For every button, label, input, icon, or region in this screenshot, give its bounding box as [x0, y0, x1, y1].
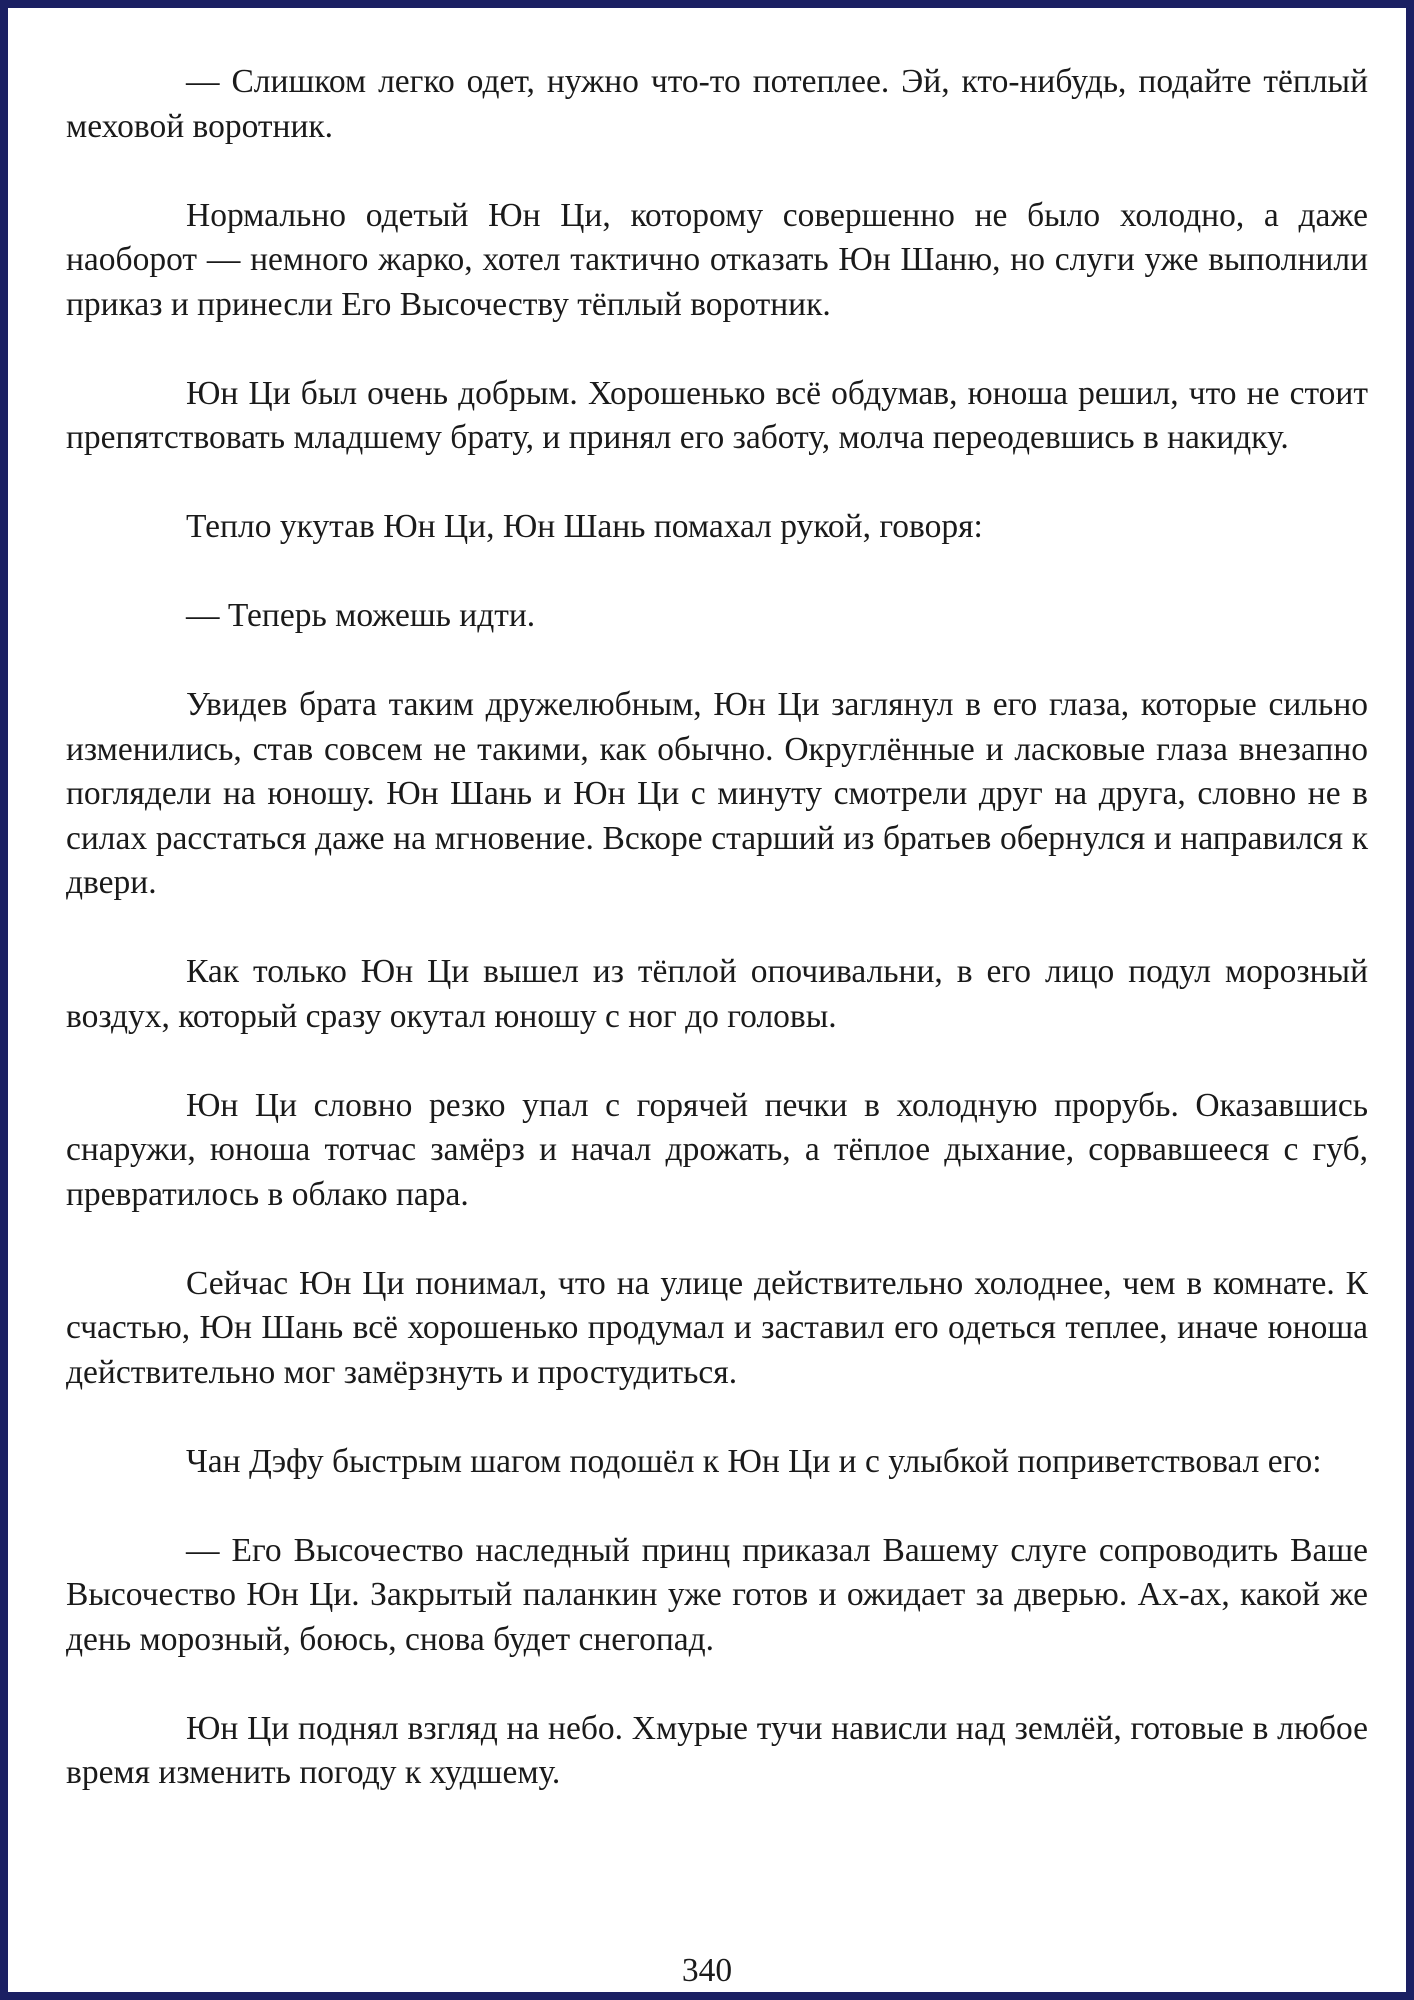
- paragraph: — Слишком легко одет, нужно что-то потеплее. Эй, кто-нибудь, подайте тёплый меховой воротник.: [66, 63, 1368, 145]
- book-page: [8, 8, 1406, 1992]
- paragraph: Сейчас Юн Ци понимал, что на улице действительно холоднее, чем в комнате. К счастью, Юн Шань всё хорошенько продумал и заставил его одеться теплее, иначе юноша действительно мог замёрзнуть и простудиться.: [66, 1264, 1368, 1391]
- paragraph: Юн Ци словно резко упал с горячей печки в холодную прорубь. Оказавшись снаружи, юноша тотчас замёрз и начал дрожать, а тёплое дыхание, сорвавшееся с губ, превратилось в облако пара.: [66, 1086, 1368, 1213]
- paragraph: Юн Ци был очень добрым. Хорошенько всё обдумав, юноша решил, что не стоит препятствовать младшему брату, и принял его заботу, молча переодевшись в накидку.: [66, 374, 1368, 456]
- page-number: 340: [681, 1952, 733, 1989]
- page-body: [66, 60, 1368, 1796]
- paragraph: Нормально одетый Юн Ци, которому совершенно не было холодно, а даже наоборот — немного жарко, хотел тактично отказать Юн Шаню, но слуги уже выполнили приказ и принесли Его Высочеству тёплый воротник.: [66, 196, 1368, 323]
- paragraph: Тепло укутав Юн Ци, Юн Шань помахал рукой, говоря:: [186, 508, 983, 545]
- paragraph: Юн Ци поднял взгляд на небо. Хмурые тучи нависли над землёй, готовые в любое время изменить погоду к худшему.: [66, 1709, 1368, 1791]
- paragraph: Увидев брата таким дружелюбным, Юн Ци заглянул в его глаза, которые сильно изменились, став совсем не такими, как обычно. Округлённые и ласковые глаза внезапно поглядели на юношу. Юн Шань и Юн Ци с минуту смотрели друг на друга, словно не в силах расстаться даже на мгновение. Вскоре старший из братьев обернулся и направился к двери.: [66, 686, 1368, 901]
- paragraph: Чан Дэфу быстрым шагом подошёл к Юн Ци и с улыбкой поприветствовал его:: [186, 1442, 1322, 1480]
- paragraph: — Теперь можешь идти.: [186, 597, 536, 634]
- paragraph: Как только Юн Ци вышел из тёплой опочивальни, в его лицо подул морозный воздух, который сразу окутал юношу с ног до головы.: [66, 953, 1368, 1035]
- paragraph: — Его Высочество наследный принц приказал Вашему слуге сопроводить Ваше Высочество Юн Ци. Закрытый паланкин уже готов и ожидает за дверью. Ах-ах, какой же день морозный, боюсь, снова будет снегопад.: [66, 1531, 1368, 1658]
